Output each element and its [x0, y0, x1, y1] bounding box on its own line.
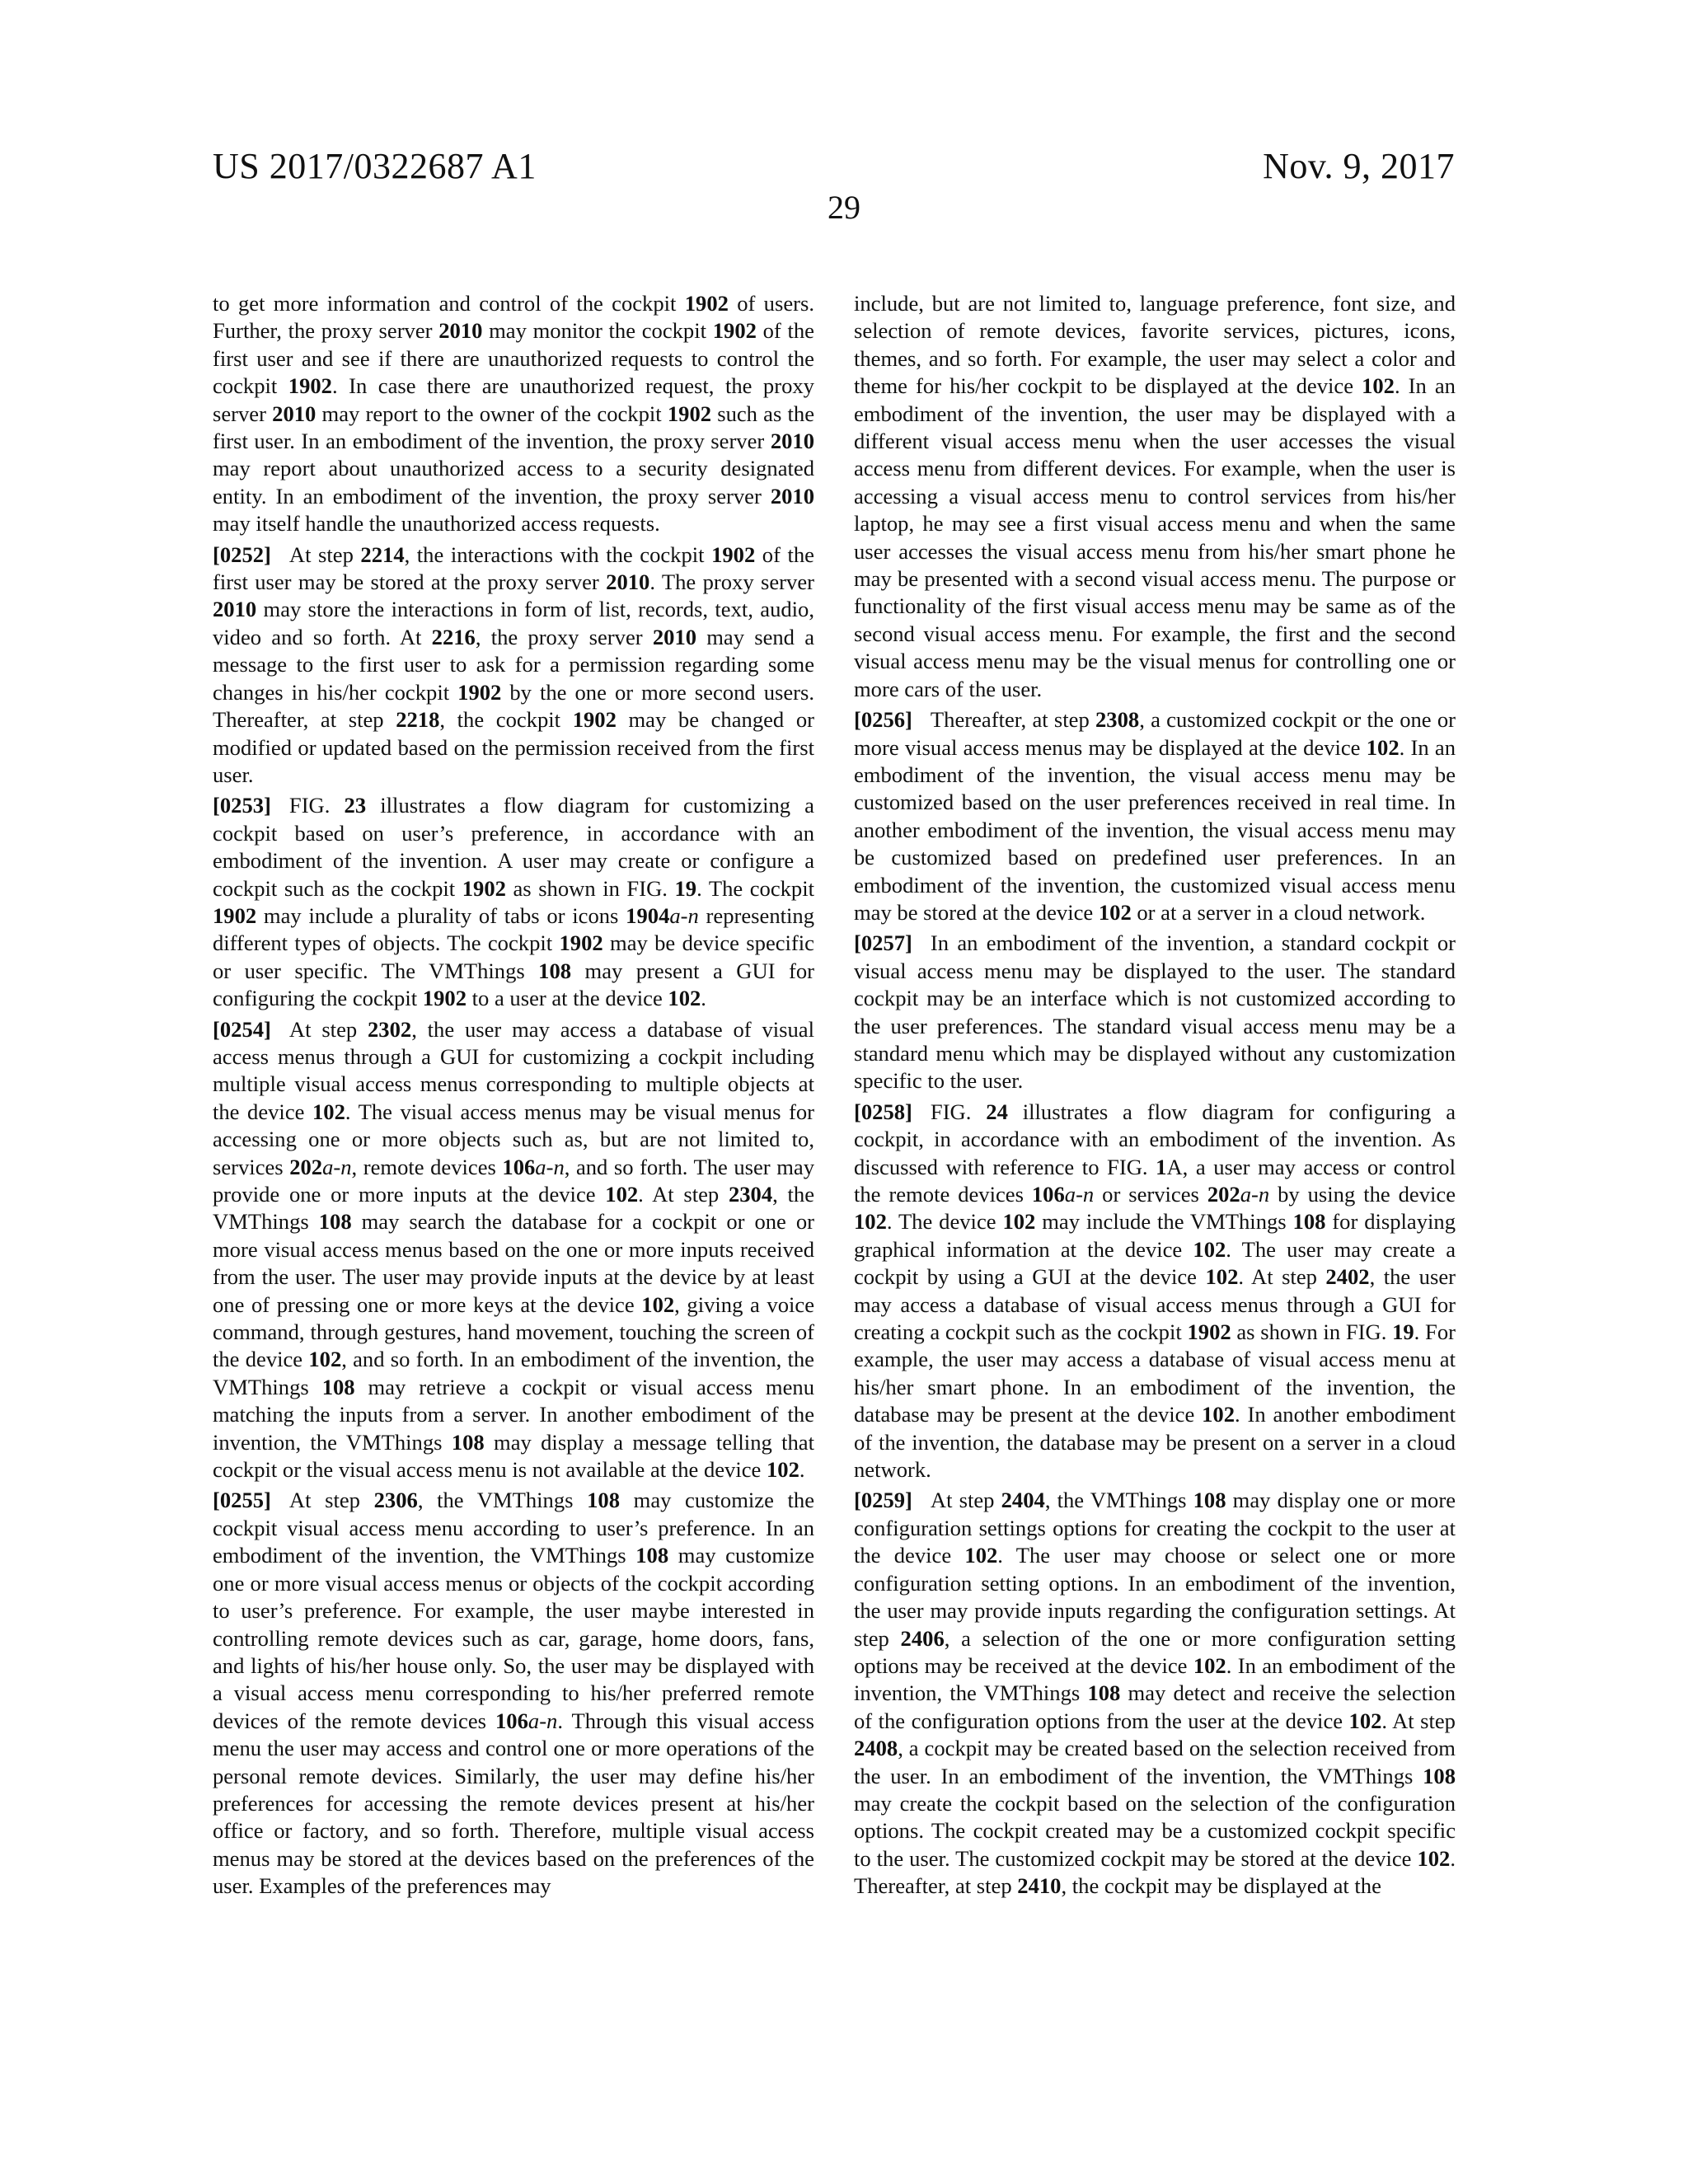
paragraph-number: [0256]: [854, 707, 912, 733]
paragraph-text: At step 2306, the VMThings 108 may customize the cockpit visual access menu according to user’s preference. In an embodiment of the invention, the VMThings 108 may customize one or more visual access menus or objects of the cockpit according to user’s preference. For example, the user maybe interested in controlling remote devices such as car, garage, home doors, fans, and lights of his/her house only. So, the user may be displayed with a visual access menu corresponding to his/her preferred remote devices of the remote devices 106a-n. Through this visual access menu the user may access and control one or more operations of the personal remote devices. Similarly, the user may define his/her preferences for accessing the remote devices present at his/her office or factory, and so forth. Therefore, multiple visual access menus may be stored at the devices based on the preferences of the user. Examples of the preferences may: [213, 1488, 815, 1899]
paragraph: [854, 706, 1456, 926]
paragraph-text: At step 2404, the VMThings 108 may display one or more configuration settings options for creating the cockpit to the user at the device 102. The user may choose or select one or more configuration setting options. In an embodiment of the invention, the user may provide inputs regarding the configuration settings. At step 2406, a selection of the one or more configuration setting options may be received at the device 102. In an embodiment of the invention, the VMThings 108 may detect and receive the selection of the configuration options from the user at the device 102. At step 2408, a cockpit may be created based on the selection received from the user. In an embodiment of the invention, the VMThings 108 may create the cockpit based on the selection of the configuration options. The cockpit created may be a customized cockpit specific to the user. The customized cockpit may be stored at the device 102. Thereafter, at step 2410, the cockpit may be displayed at the: [854, 1488, 1456, 1899]
right-text-column: [854, 290, 1456, 1904]
paragraph-number: [0259]: [854, 1488, 912, 1513]
paragraph-number: [0258]: [854, 1099, 912, 1124]
paragraph-number: [0254]: [213, 1016, 271, 1042]
paragraph-text: FIG. 24 illustrates a flow diagram for configuring a cockpit, in accordance with an embodiment of the invention. As discussed with reference to FIG. 1A, a user may access or control the remote devices 106a-n or services 202a-n by using the device 102. The device 102 may include the VMThings 108 for displaying graphical information at the device 102. The user may create a cockpit by using a GUI at the device 102. At step 2402, the user may access a database of visual access menus through a GUI for creating a cockpit such as the cockpit 1902 as shown in FIG. 19. For example, the user may access a database of visual access menu at his/her smart phone. In an embodiment of the invention, the database may be present at the device 102. In another embodiment of the invention, the database may be present on a server in a cloud network.: [854, 1099, 1456, 1483]
paragraph: [213, 541, 814, 790]
paragraph-text: Thereafter, at step 2308, a customized cockpit or the one or more visual access menus may be displayed at the device 102. In an embodiment of the invention, the visual access menu may be customized based on the user preferences received in real time. In another embodiment of the invention, the visual access menu may be customized based on predefined user preferences. In an embodiment of the invention, the customized visual access menu may be stored at the device 102 or at a server in a cloud network.: [854, 707, 1456, 925]
paragraph-number: [0252]: [213, 541, 271, 567]
left-text-column: [213, 290, 814, 1904]
paragraph: [854, 1487, 1456, 1900]
publication-date: Nov. 9, 2017: [1263, 146, 1455, 186]
paragraph-text: FIG. 23 illustrates a flow diagram for customizing a cockpit based on user’s preference, in accordance with an embodiment of the invention. A user may create or configure a cockpit such as the cockpit 1902 as shown in FIG. 19. The cockpit 1902 may include a plurality of tabs or icons 1904a-n representing different types of objects. The cockpit 1902 may be device specific or user specific. The VMThings 108 may present a GUI for configuring the cockpit 1902 to a user at the device 102.: [213, 793, 814, 1011]
page-number: 29: [828, 189, 860, 226]
paragraph: [213, 1487, 814, 1900]
paragraph-text: to get more information and control of the cockpit 1902 of users. Further, the proxy server 2010 may monitor the cockpit 1902 of the first user and see if there are unauthorized requests to control the cockpit 1902. In case there are unauthorized request, the proxy server 2010 may report to the owner of the cockpit 1902 such as the first user. In an embodiment of the invention, the proxy server 2010 may report about unauthorized access to a security designated entity. In an embodiment of the invention, the proxy server 2010 may itself handle the unauthorized access requests.: [213, 291, 814, 537]
paragraph-text: At step 2214, the interactions with the cockpit 1902 of the first user may be stored at the proxy server 2010. The proxy server 2010 may store the interactions in form of list, records, text, audio, video and so forth. At 2216, the proxy server 2010 may send a message to the first user to ask for a permission regarding some changes in his/her cockpit 1902 by the one or more second users. Thereafter, at step 2218, the cockpit 1902 may be changed or modified or updated based on the permission received from the first user.: [213, 541, 815, 787]
paragraph: [213, 290, 814, 538]
paragraph-number: [0253]: [213, 793, 271, 818]
paragraph: [213, 1016, 814, 1484]
paragraph: [213, 792, 814, 1012]
paragraph-text: include, but are not limited to, language preference, font size, and selection of remote devices, favorite services, pictures, icons, themes, and so forth. For example, the user may select a color and theme for his/her cockpit to be displayed at the device 102. In an embodiment of the invention, the user may be displayed with a different visual access menu when the user accesses the visual access menu from different devices. For example, when the user is accessing a visual access menu to control services from his/her laptop, he may see a first visual access menu and when the same user accesses the visual access menu from his/her smart phone he may be presented with a second visual access menu. The purpose or functionality of the first visual access menu may be same as of the second visual access menu. For example, the first and the second visual access menu may be the visual menus for controlling one or more cars of the user.: [854, 291, 1456, 701]
paragraph-text: At step 2302, the user may access a database of visual access menus through a GUI for customizing a cockpit including multiple visual access menus corresponding to multiple objects at the device 102. The visual access menus may be visual menus for accessing one or more objects such as, but are not limited to, services 202a-n, remote devices 106a-n, and so forth. The user may provide one or more inputs at the device 102. At step 2304, the VMThings 108 may search the database for a cockpit or one or more visual access menus based on the one or more inputs received from the user. The user may provide inputs at the device by at least one of pressing one or more keys at the device 102, giving a voice command, through gestures, hand movement, touching the screen of the device 102, and so forth. In an embodiment of the invention, the VMThings 108 may retrieve a cockpit or visual access menu matching the inputs from a server. In another embodiment of the invention, the VMThings 108 may display a message telling that cockpit or the visual access menu is not available at the device 102.: [213, 1016, 815, 1483]
paragraph: [854, 290, 1456, 703]
paragraph: [854, 1099, 1456, 1484]
publication-number: US 2017/0322687 A1: [213, 146, 537, 186]
paragraph: [854, 930, 1456, 1094]
paragraph-number: [0255]: [213, 1488, 271, 1513]
paragraph-text: In an embodiment of the invention, a standard cockpit or visual access menu may be displayed to the user. The standard cockpit may be an interface which is not customized according to the user preferences. The standard visual access menu may be a standard menu which may be displayed without any customization specific to the user.: [854, 930, 1456, 1094]
paragraph-number: [0257]: [854, 930, 912, 956]
